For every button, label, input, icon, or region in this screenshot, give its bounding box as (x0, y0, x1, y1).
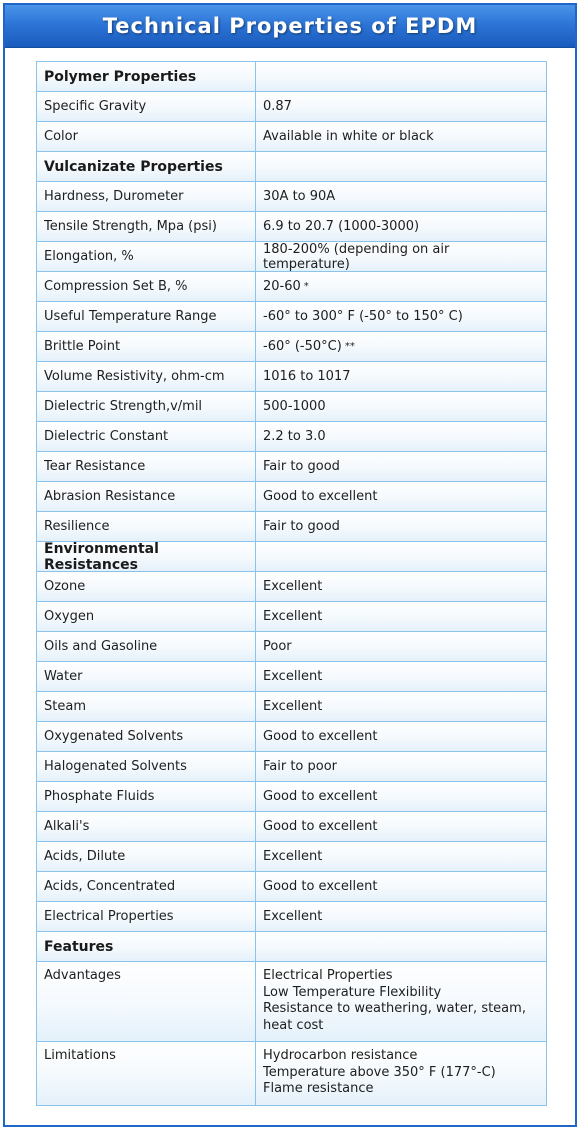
property-label: Color (37, 122, 256, 152)
section-header-row (37, 152, 547, 182)
property-label: Dielectric Constant (37, 422, 256, 452)
table-row (37, 332, 547, 362)
property-value: 20-60 (263, 279, 301, 294)
property-value: Fair to good (263, 459, 340, 474)
property-value: Good to excellent (263, 789, 378, 804)
property-value-cell (256, 212, 547, 242)
property-value-cell (256, 452, 547, 482)
section-header: Features (37, 932, 256, 962)
property-label: Halogenated Solvents (37, 752, 256, 782)
property-label: Acids, Concentrated (37, 872, 256, 902)
property-value-cell (256, 782, 547, 812)
section-header-empty (256, 932, 547, 962)
property-value-line: heat cost (263, 1017, 324, 1033)
property-value-line: Resistance to weathering, water, steam, (263, 1001, 526, 1016)
property-label: Acids, Dilute (37, 842, 256, 872)
property-label: Advantages (37, 962, 256, 1042)
property-label: Steam (37, 692, 256, 722)
property-label: Useful Temperature Range (37, 302, 256, 332)
property-value: Excellent (263, 909, 323, 924)
property-label: Limitations (37, 1042, 256, 1106)
property-label: Tensile Strength, Mpa (psi) (37, 212, 256, 242)
table-row (37, 362, 547, 392)
property-value-cell (256, 692, 547, 722)
property-value: Available in white or black (263, 129, 434, 144)
table-row (37, 392, 547, 422)
table-row (37, 452, 547, 482)
table-row (37, 272, 547, 302)
property-value-cell (256, 182, 547, 212)
property-label: Compression Set B, % (37, 272, 256, 302)
property-value-line: Flame resistance (263, 1081, 374, 1096)
property-value: -60° to 300° F (-50° to 150° C) (263, 309, 463, 324)
property-label: Dielectric Strength,v/mil (37, 392, 256, 422)
property-value-cell (256, 722, 547, 752)
property-value-cell (256, 752, 547, 782)
property-value: Poor (263, 639, 292, 654)
property-value-cell (256, 572, 547, 602)
property-value: 1016 to 1017 (263, 369, 351, 384)
property-value: -60° (-50°C) (263, 339, 342, 354)
property-label: Tear Resistance (37, 452, 256, 482)
property-value: Good to excellent (263, 879, 378, 894)
property-value-cell: -60° (-50°C) ** (256, 332, 547, 362)
table-row (37, 572, 547, 602)
property-value: Excellent (263, 609, 323, 624)
table-row (37, 722, 547, 752)
section-header-empty (256, 542, 547, 572)
property-value: Excellent (263, 579, 323, 594)
page-title: Technical Properties of EPDM (102, 14, 478, 38)
property-label: Specific Gravity (37, 92, 256, 122)
table-row (37, 962, 547, 1042)
property-label: Oxygenated Solvents (37, 722, 256, 752)
property-value-lines (263, 968, 526, 1034)
property-value-cell (256, 482, 547, 512)
property-value-lines (263, 1048, 496, 1098)
section-header: Environmental Resistances (37, 542, 256, 572)
table-row (37, 902, 547, 932)
property-value: Excellent (263, 669, 323, 684)
property-value-cell (256, 902, 547, 932)
property-label: Brittle Point (37, 332, 256, 362)
title-bar (5, 5, 575, 48)
property-value-cell (256, 422, 547, 452)
table-row (37, 872, 547, 902)
property-value-cell (256, 392, 547, 422)
property-value-cell (256, 362, 547, 392)
table-row (37, 602, 547, 632)
table-row (37, 512, 547, 542)
property-value-cell (256, 872, 547, 902)
property-label: Water (37, 662, 256, 692)
property-value: 6.9 to 20.7 (1000-3000) (263, 219, 420, 234)
section-header-row (37, 62, 547, 92)
page-frame (3, 3, 577, 1127)
property-value: Good to excellent (263, 729, 378, 744)
section-header: Vulcanizate Properties (37, 152, 256, 182)
property-label: Oils and Gasoline (37, 632, 256, 662)
property-value: Fair to poor (263, 759, 338, 774)
table-row (37, 92, 547, 122)
property-value-cell (256, 512, 547, 542)
table-row (37, 242, 547, 272)
property-value: 180-200% (depending on air temperature) (263, 241, 450, 272)
property-value-cell (256, 662, 547, 692)
property-label: Oxygen (37, 602, 256, 632)
property-value-cell: 20-60 * (256, 272, 547, 302)
property-value-cell (256, 122, 547, 152)
property-value: Excellent (263, 849, 323, 864)
table-row (37, 302, 547, 332)
property-value-line: Temperature above 350° F (177°-C) (263, 1064, 496, 1080)
property-value: Good to excellent (263, 819, 378, 834)
section-header: Polymer Properties (37, 62, 256, 92)
property-value-line: Low Temperature Flexibility (263, 984, 442, 1000)
table-row (37, 692, 547, 722)
property-label: Ozone (37, 572, 256, 602)
table-row (37, 782, 547, 812)
property-value-cell (256, 302, 547, 332)
section-header-empty (256, 152, 547, 182)
property-value: Good to excellent (263, 489, 378, 504)
table-row (37, 842, 547, 872)
property-value: 0.87 (263, 99, 292, 114)
property-value-cell (256, 812, 547, 842)
property-value: 500-1000 (263, 399, 326, 414)
property-value-cell (256, 92, 547, 122)
property-value-line: Hydrocarbon resistance (263, 1048, 418, 1063)
table-row (37, 1042, 547, 1106)
property-value: 30A to 90A (263, 189, 336, 204)
table-row (37, 752, 547, 782)
section-header-row (37, 932, 547, 962)
table-row (37, 182, 547, 212)
section-header-empty (256, 62, 547, 92)
property-value-cell (256, 962, 547, 1042)
property-value-cell (256, 242, 547, 272)
property-label: Hardness, Durometer (37, 182, 256, 212)
property-value: Fair to good (263, 519, 340, 534)
table-row (37, 662, 547, 692)
property-label: Resilience (37, 512, 256, 542)
property-value: 2.2 to 3.0 (263, 429, 326, 444)
table-row (37, 632, 547, 662)
property-value-cell (256, 602, 547, 632)
table-row (37, 812, 547, 842)
property-value-line: Electrical Properties (263, 968, 393, 983)
table-row (37, 422, 547, 452)
property-value-cell (256, 842, 547, 872)
property-label: Abrasion Resistance (37, 482, 256, 512)
property-label: Elongation, % (37, 242, 256, 272)
section-header-row (37, 542, 547, 572)
property-label: Phosphate Fluids (37, 782, 256, 812)
property-label: Electrical Properties (37, 902, 256, 932)
table-row (37, 122, 547, 152)
properties-table (36, 61, 547, 1106)
property-value: Excellent (263, 699, 323, 714)
property-label: Volume Resistivity, ohm-cm (37, 362, 256, 392)
table-row (37, 482, 547, 512)
property-value-cell (256, 632, 547, 662)
property-value-cell (256, 1042, 547, 1106)
table-row (37, 212, 547, 242)
property-label: Alkali's (37, 812, 256, 842)
